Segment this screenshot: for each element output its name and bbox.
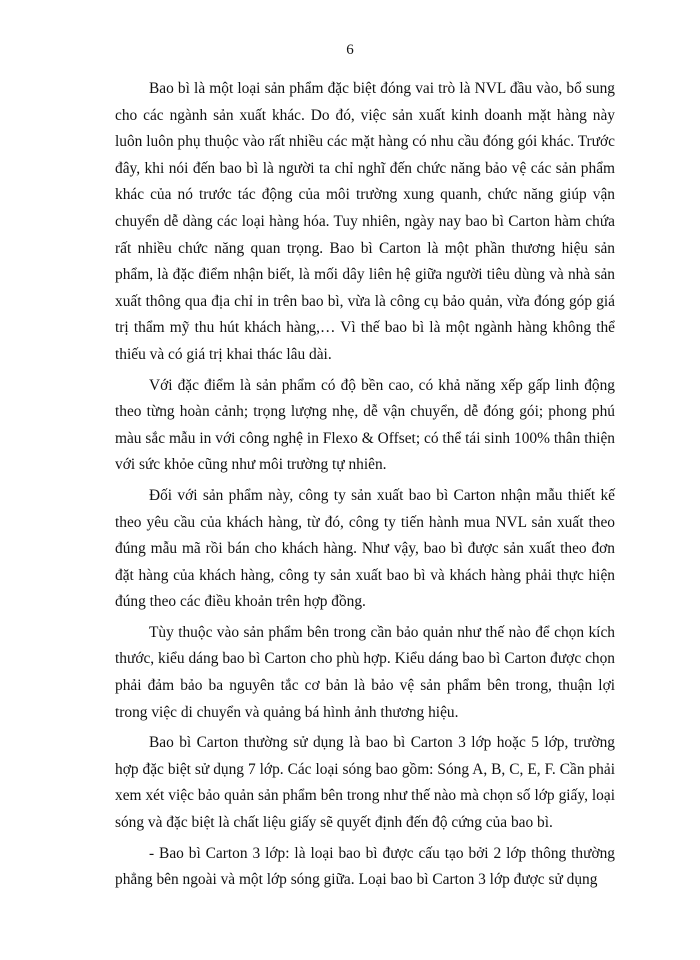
paragraph-product-features: Với đặc điểm là sản phẩm có độ bền cao, có khả năng xếp gấp linh động theo từng hoàn cảnh; trọng lượng nhẹ, dễ vận chuyển, dễ đóng gói; phong phú màu sắc mẫu in với công nghệ in Flexo & Offset; có thể tái sinh 100% thân thiện với sức khỏe cũng như môi trường tự nhiên. xyxy=(115,376,615,474)
paragraph-production-process: Đối với sản phẩm này, công ty sản xuất bao bì Carton nhận mẫu thiết kế theo yêu cầu của khách hàng, từ đó, công ty tiến hành mua NVL sản xuất theo đúng mẫu mã rồi bán cho khách hàng. Như vậy, bao bì được sản xuất theo đơn đặt hàng của khách hàng, công ty sản xuất bao bì và khách hàng phải thực hiện đúng theo các điều khoản trên hợp đồng. xyxy=(115,486,615,611)
body-text xyxy=(115,76,615,898)
paragraph-three-layer-carton: - Bao bì Carton 3 lớp: là loại bao bì được cấu tạo bởi 2 lớp thông thường phẳng bên ngoài và một lớp sóng giữa. Loại bao bì Carton 3 lớp được sử dụng xyxy=(115,844,615,889)
paragraph-packaging-role: Bao bì là một loại sản phẩm đặc biệt đóng vai trò là NVL đầu vào, bổ sung cho các ngành sản xuất khác. Do đó, việc sản xuất kinh doanh mặt hàng này luôn luôn phụ thuộc vào rất nhiều các mặt hàng có nhu cầu đóng gói khác. Trước đây, khi nói đến bao bì là người ta chỉ nghĩ đến chức năng bảo vệ các sản phẩm khác của nó trước tác động của môi trường xung quanh, chức năng giúp vận chuyển dễ dàng các loại hàng hóa. Tuy nhiên, ngày nay bao bì Carton hàm chứa rất nhiều chức năng quan trọng. Bao bì Carton là một phần thương hiệu sản phẩm, là đặc điểm nhận biết, là mối dây liên hệ giữa người tiêu dùng và nhà sản xuất thông qua địa chỉ in trên bao bì, vừa là công cụ bảo quản, vừa đóng góp giá trị thẩm mỹ thu hút khách hàng,… Vì thế bao bì là một ngành hàng không thể thiếu và có giá trị khai thác lâu dài. xyxy=(115,80,615,363)
paragraph-size-selection: Tùy thuộc vào sản phẩm bên trong cần bảo quản như thế nào để chọn kích thước, kiểu dáng bao bì Carton cho phù hợp. Kiểu dáng bao bì Carton được chọn phải đảm bảo ba nguyên tắc cơ bản là bảo vệ sản phẩm bên trong, thuận lợi trong việc di chuyển và quảng bá hình ảnh thương hiệu. xyxy=(115,623,615,721)
page-number: 6 xyxy=(346,42,354,58)
paragraph-carton-layers: Bao bì Carton thường sử dụng là bao bì Carton 3 lớp hoặc 5 lớp, trường hợp đặc biệt sử dụng 7 lớp. Các loại sóng bao gồm: Sóng A, B, C, E, F. Cần phải xem xét việc bảo quản sản phẩm bên trong như thế nào mà chọn số lớp giấy, loại sóng và đặc biệt là chất liệu giấy sẽ quyết định đến độ cứng của bao bì. xyxy=(115,734,615,832)
